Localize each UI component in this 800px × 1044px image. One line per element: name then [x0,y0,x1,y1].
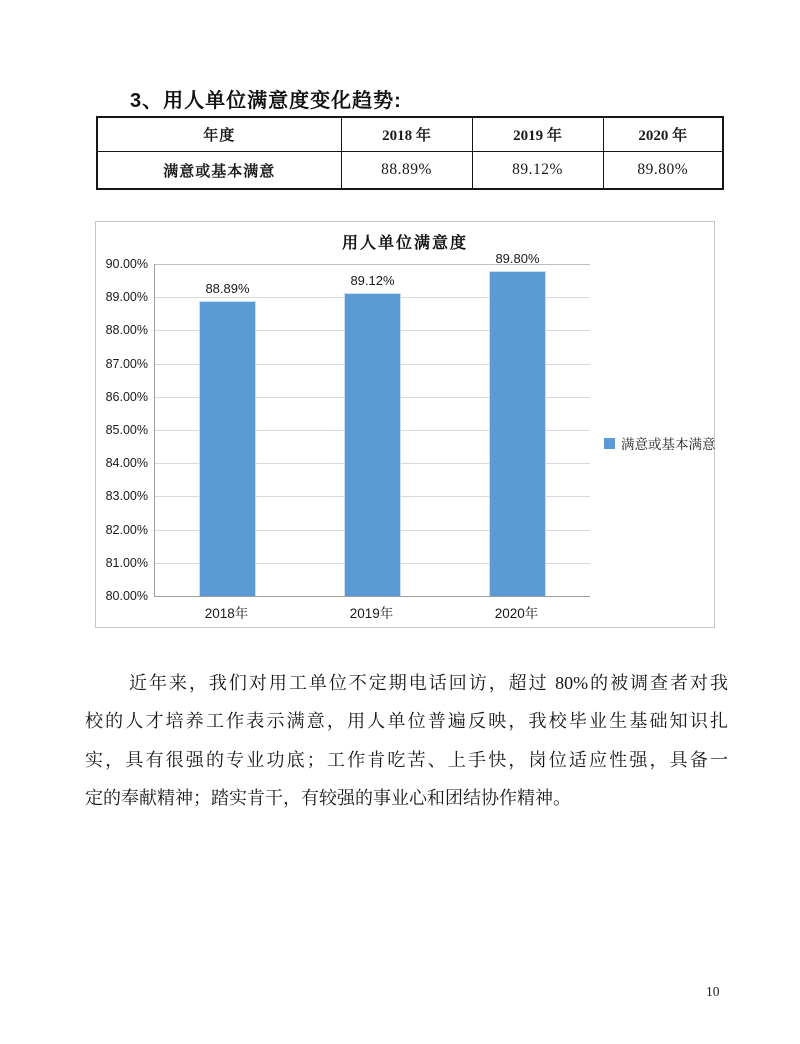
section-heading: 3、用人单位满意度变化趋势: [130,90,402,112]
table-header-2019: 2019 年 [472,117,603,152]
bar-value-label: 89.12% [350,273,395,288]
paragraph [85,664,728,818]
x-category-label: 2019年 [349,606,394,621]
legend-swatch-icon [604,438,615,449]
x-category-label: 2020年 [494,606,539,621]
y-tick-label: 90.00% [105,257,148,271]
table-header-2020: 2020 年 [603,117,723,152]
paragraph-line: 实，具有很强的专业功底；工作肯吃苦、上手快，岗位适应性强，具备一 [85,749,728,770]
y-tick-label: 80.00% [105,589,148,603]
table-header-year: 年度 [97,117,341,152]
table-value-2020: 89.80% [603,152,723,190]
page-number: 10 [706,984,720,999]
bar-value-label: 89.80% [495,251,540,266]
bar [199,301,256,596]
bar-value-label: 88.89% [205,281,250,296]
table-value-2018: 88.89% [341,152,472,190]
x-category-label: 2018年 [204,606,249,621]
x-axis [154,602,589,622]
bar [489,271,546,596]
plot-area [154,251,590,597]
y-tick-label: 87.00% [105,357,148,371]
bar-chart [95,221,715,628]
y-tick-label: 89.00% [105,290,148,304]
y-tick-label: 83.00% [105,489,148,503]
table-row-label: 满意或基本满意 [97,152,341,190]
bar [344,293,401,596]
paragraph-line: 近年来，我们对用工单位不定期电话回访，超过 80%的被调查者对我 [129,673,728,693]
y-tick-label: 85.00% [105,423,148,437]
paragraph-line: 定的奉献精神；踏实肯干，有较强的事业心和团结协作精神。 [85,788,571,809]
y-tick-label: 88.00% [105,323,148,337]
table-header-2018: 2018 年 [341,117,472,152]
y-tick-label: 81.00% [105,556,148,570]
y-axis [96,257,148,603]
table-row [97,152,723,190]
satisfaction-table [96,116,724,190]
chart-legend [604,433,716,453]
paragraph-line: 校的人才培养工作表示满意，用人单位普遍反映，我校毕业生基础知识扎 [85,711,728,732]
y-tick-label: 86.00% [105,390,148,404]
legend-label: 满意或基本满意 [621,437,716,452]
table-header-row [97,117,723,152]
y-tick-label: 84.00% [105,456,148,470]
y-tick-label: 82.00% [105,523,148,537]
table-value-2019: 89.12% [472,152,603,190]
chart-title: 用人单位满意度 [341,235,468,252]
